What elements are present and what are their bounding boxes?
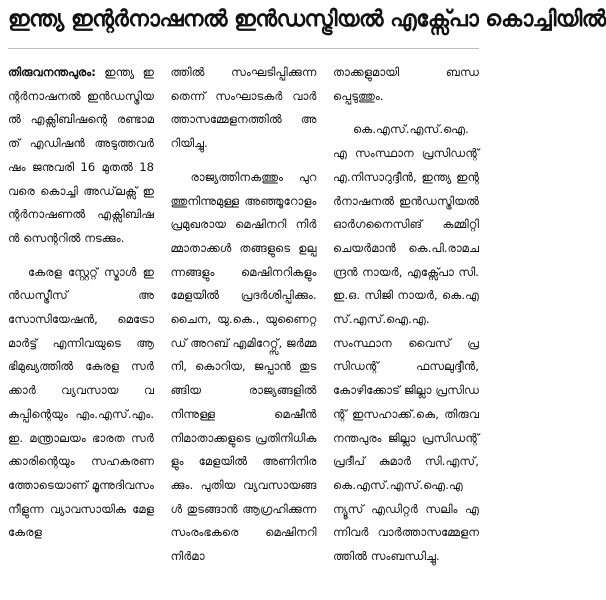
article-paragraph: കേരള സ്റ്റേറ്റ് സ്മാൾ ഇൻഡസ്ട്രീസ് അസോസിയേഷൻ, മെട്രോ മാർട്ട് എന്നിവയുടെ ആഭിമുഖ്യത്തിൽ കേരള സർക്കാർ വ്യവസായ വകുപ്പിന്റെയും എം.എസ്.എം.ഇ. മന്ത്രാലയം ഭാരത സർക്കാരിന്റെയും സഹകരണത്തോടെയാണ് മൂന്നുദിവസം നീളുന്ന വ്യാവസായിക മേള കേരള <box>8 264 154 540</box>
article-paragraph: രാജ്യത്തിനകത്തും പുറത്തുനിന്നുമുള്ള അഞ്ഞൂറോളം പ്രമുഖരായ മെഷിനറി നിർമ്മാതാക്കൾ തങ്ങളുടെ ഉല്പന്നങ്ങളും മെഷിനറികളും മേളയിൽ പ്രദർശിപ്പിക്കും. ചൈന, യു.കെ., യുണൈറ്റഡ് അറബ് എമിറേറ്റ്സ്, ജർമ്മനി, കൊറിയ, ജപ്പാൻ തുടങ്ങിയ രാജ്യങ്ങളിൽ നിന്നുള്ള മെഷീൻ നിമാതാക്കളുടെ പ്രതിനിധികളും മേളയിൽ അണിനിരക്കും. പുതിയ വ്യവസായങ്ങൾ തുടങ്ങാൻ ആഗ്രഹിക്കുന്ന സംരംഭകരെ മെഷിനറി നിർമാ <box>170 169 317 564</box>
article-paragraph: ത്തിൽ സംഘടിപ്പിക്കുന്നതെന്ന് സംഘാടകർ വാർത്താസമ്മേളനത്തിൽ അറിയിച്ചു. <box>170 65 317 151</box>
headline-rule <box>8 48 479 49</box>
article-paragraph <box>8 61 154 251</box>
article-dateline: തിരുവനന്തപുരം: <box>8 65 96 79</box>
article-column-3 <box>333 61 479 579</box>
article-headline: ഇന്ത്യ ഇന്റർനാഷനൽ ഇൻഡസ്ട്രിയൽ എക്സ്പോ കൊച്ചിയിൽ <box>8 7 606 32</box>
article-paragraph: കെ.എസ്.എസ്.ഐ.എ സംസ്ഥാന പ്രസിഡന്റ് എ.നിസാറുദ്ദീൻ, ഇന്ത്യ ഇന്റർനാഷനൽ ഇൻഡസ്ട്രിയൽ ഓർഗനൈസിങ് കമ്മിറ്റി ചെയർമാൻ കെ.പി.രാമചന്ദ്രൻ നായർ, എക്സ്പോ സി.ഇ.ഒ. സിജി നായർ, കെ.എസ്.എസ്.ഐ.എ. സംസ്ഥാന വൈസ് പ്രസിഡന്റ് ഫസലുദ്ദീൻ, കോഴിക്കോട് ജില്ലാ പ്രസിഡന്റ് ഇസഹാക്ക്.കെ, തിരുവനന്തപുരം ജില്ലാ പ്രസിഡന്റ് പ്രദീപ് കുമാർ സി.എസ്, കെ.എസ്.എസ്.ഐ.എ ന്യൂസ് എഡിറ്റർ സലിം എന്നിവർ വാർത്താസമ്മേളനത്തിൽ സംബന്ധിച്ചു. <box>333 122 479 564</box>
paragraph-text: ഇന്ത്യ ഇന്റർനാഷനൽ ഇൻഡസ്ട്രിയൽ എക്സിബിഷന്റെ രണ്ടാമത് എഡിഷൻ അടുത്തവർഷം ജനുവരി 16 മുതൽ 18 വരെ കൊച്ചി അഡ്‌ലക്സ് ഇന്റർനാഷണൽ എക്സിബിഷൻ സെന്ററിൽ നടക്കും. <box>8 65 154 245</box>
article-column-2 <box>171 61 317 579</box>
article-paragraph: താക്കളുമായി ബന്ധപ്പെടുത്തും. <box>333 65 479 103</box>
article-column-1 <box>8 61 154 579</box>
article-body <box>8 61 479 579</box>
